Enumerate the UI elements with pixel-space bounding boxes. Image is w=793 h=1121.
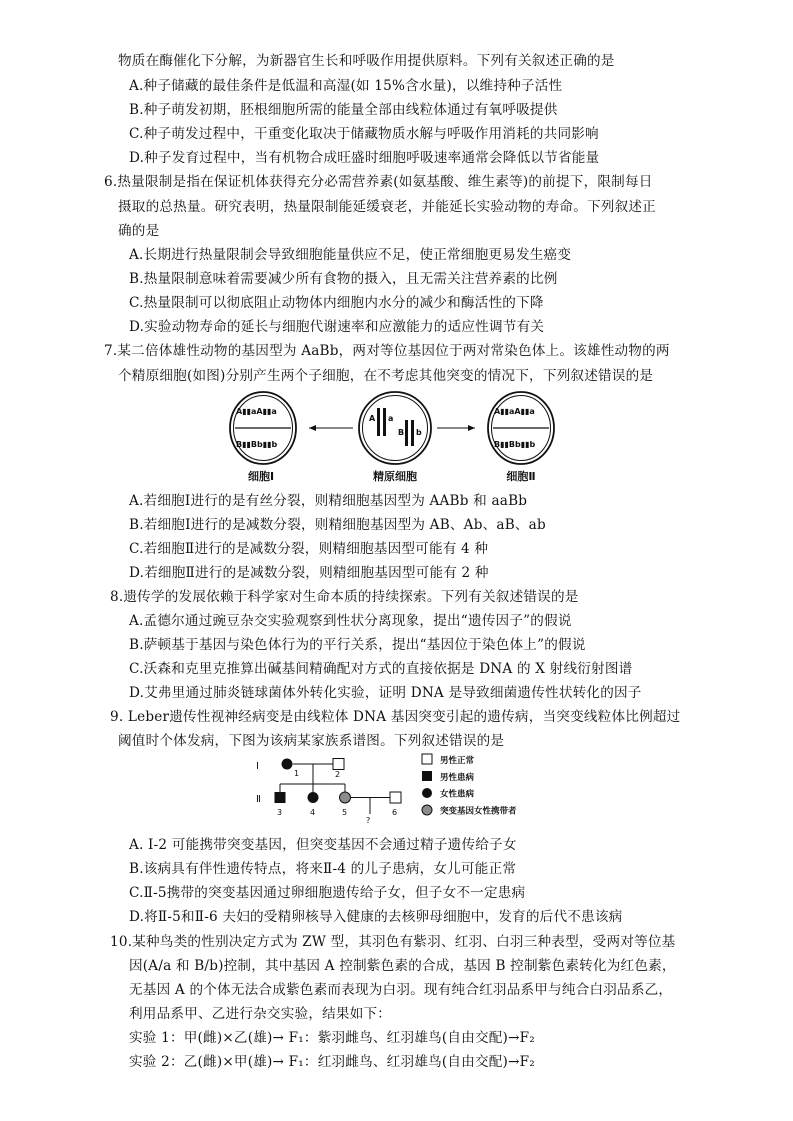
individual-II-4: [308, 792, 319, 803]
q9-option-c: C.Ⅱ-5携带的突变基因通过卵细胞遗传给子女，但子女不一定患病: [129, 885, 526, 901]
individual-I-1: [282, 759, 293, 770]
legend-female-carrier: 突变基因女性携带者: [440, 806, 517, 817]
q7-option-b: B.若细胞Ⅰ进行的是减数分裂，则精细胞基因型为 AB、Ab、aB、ab: [129, 517, 546, 533]
spermatogonium-label: 精原细胞: [373, 470, 417, 483]
unknown-offspring-label: ?: [366, 816, 371, 824]
legend-male-normal: 男性正常: [440, 756, 475, 766]
q7-cell-figure: [225, 390, 565, 488]
q9-stem-line2: 阈值时个体发病，下图为该病某家族系谱图。下列叙述错误的是: [118, 733, 505, 749]
q10-stem-line4: 利用品系甲、乙进行杂交实验，结果如下：: [129, 1006, 392, 1022]
q6-option-a: A.长期进行热量限制会导致细胞能量供应不足，使正常细胞更易发生癌变: [129, 247, 572, 263]
q5-option-c: C.种子萌发过程中，干重变化取决于储藏物质水解与呼吸作用消耗的共同影响: [129, 126, 599, 142]
q6-option-d: D.实验动物寿命的延长与细胞代谢速率和应激能力的适应性调节有关: [129, 319, 545, 335]
label-II-6: 6: [392, 808, 398, 817]
cell2-label: 细胞Ⅱ: [506, 470, 536, 483]
q8-option-b: B.萨顿基于基因与染色体行为的平行关系，提出“基因位于染色体上”的假说: [129, 637, 586, 653]
legend-female-affected-icon: [422, 788, 432, 798]
q6-stem-line1: 6.热量限制是指在保证机体获得充分必需营养素(如氨基酸、维生素等)的前提下，限制每日: [104, 174, 653, 190]
q9-option-b: B.该病具有伴性遗传特点，将来Ⅱ-4 的儿子患病，女儿可能正常: [129, 861, 517, 877]
q5-option-b: B.种子萌发初期，胚根细胞所需的能量全部由线粒体通过有氧呼吸提供: [129, 102, 558, 118]
q7-option-a: A.若细胞Ⅰ进行的是有丝分裂，则精细胞基因型为 AABb 和 aaBb: [129, 493, 528, 509]
q9-option-d: D.将Ⅱ-5和Ⅱ-6 夫妇的受精卵核导入健康的去核卵母细胞中，发育的后代不患该病: [129, 909, 623, 925]
q10-experiment-1: 实验 1：甲(雌)×乙(雄)→ F₁：紫羽雌鸟、红羽雄鸟(自由交配)→F₂: [129, 1030, 535, 1046]
mid-gene-a: a: [388, 414, 394, 423]
q10-stem-line2: 因(A/a 和 B/b)控制，其中基因 A 控制紫色素的合成，基因 B 控制紫色素转化为红色素，: [129, 958, 676, 974]
individual-II-6: [390, 792, 401, 803]
q8-option-c: C.沃森和克里克推算出碱基间精确配对方式的直接依据是 DNA 的 X 射线衍射图谱: [129, 661, 633, 677]
legend-female-affected: 女性患病: [440, 789, 475, 800]
gen-2-label: Ⅱ: [256, 794, 261, 805]
q5-option-d: D.种子发育过程中，当有机物合成旺盛时细胞呼吸速率通常会降低以节省能量: [129, 150, 600, 166]
q8-option-a: A.孟德尔通过豌豆杂交实验观察到性状分离现象，提出“遗传因子”的假说: [129, 613, 572, 629]
q10-experiment-2: 实验 2：乙(雌)×甲(雄)→ F₁：红羽雌鸟、红羽雄鸟(自由交配)→F₂: [129, 1054, 535, 1070]
q7-option-d: D.若细胞Ⅱ进行的是减数分裂，则精细胞基因型可能有 2 种: [129, 565, 489, 581]
q10-stem-line3: 无基因 A 的个体无法合成紫色素而表现为白羽。现有纯合红羽品系甲与纯合白羽品系乙，: [129, 982, 673, 998]
cell1-bottom-genes: B▮▮Bb▮▮b: [236, 440, 278, 449]
cell1-label: 细胞Ⅰ: [247, 470, 275, 483]
legend-male-normal-icon: [422, 754, 432, 764]
label-II-5: 5: [342, 808, 348, 817]
legend-male-affected: 男性患病: [440, 773, 475, 783]
individual-II-5: [340, 792, 351, 803]
individual-II-3: [275, 792, 286, 803]
q9-stem-line1: 9. Leber遗传性视神经病变是由线粒体 DNA 基因突变引起的遗传病，当突变线粒体比例超过: [110, 709, 681, 725]
label-II-4: 4: [310, 808, 316, 817]
mid-gene-A: A: [369, 414, 376, 423]
q9-option-a: A. Ⅰ-2 可能携带突变基因，但突变基因不会通过精子遗传给子女: [129, 837, 517, 853]
q6-option-c: C.热量限制可以彻底阻止动物体内细胞内水分的减少和酶活性的下降: [129, 295, 544, 311]
label-II-3: 3: [277, 808, 283, 817]
q5-stem: 物质在酶催化下分解，为新器官生长和呼吸作用提供原料。下列有关叙述正确的是: [118, 53, 615, 69]
cell2-bottom-genes: B▮▮Bb▮▮b: [494, 440, 536, 449]
q7-stem-line2: 个精原细胞(如图)分别产生两个子细胞，在不考虑其他突变的情况下，下列叙述错误的是: [118, 368, 654, 384]
legend-female-carrier-icon: [422, 805, 432, 815]
q8-stem: 8.遗传学的发展依赖于科学家对生命本质的持续探索。下列有关叙述错误的是: [110, 589, 579, 605]
q5-option-a: A.种子储藏的最佳条件是低温和高湿(如 15%含水量)，以维持种子活性: [129, 78, 563, 94]
gen-1-label: Ⅰ: [256, 761, 259, 772]
q8-option-d: D.艾弗里通过肺炎链球菌体外转化实验，证明 DNA 是导致细菌遗传性状转化的因子: [129, 685, 642, 701]
cell1-top-genes: A▮▮aA▮▮a: [236, 407, 277, 416]
q10-stem-line1: 10.某种鸟类的性别决定方式为 ZW 型，其羽色有紫羽、红羽、白羽三种表型，受两对等位基: [110, 934, 676, 950]
mid-gene-B: B: [398, 428, 405, 437]
legend-male-affected-icon: [422, 771, 432, 781]
label-I-1: 1: [294, 769, 300, 778]
individual-I-2: [333, 759, 344, 770]
q9-pedigree-chart: [250, 752, 580, 824]
q7-option-c: C.若细胞Ⅱ进行的是减数分裂，则精细胞基因型可能有 4 种: [129, 541, 489, 557]
q7-stem-line1: 7.某二倍体雄性动物的基因型为 AaBb，两对等位基因位于两对常染色体上。该雄性动物的两: [104, 343, 670, 359]
q6-stem-line3: 确的是: [118, 223, 160, 239]
label-I-2: 2: [335, 770, 341, 779]
cell2-top-genes: A▮▮aA▮▮a: [494, 407, 535, 416]
mid-gene-b: b: [416, 428, 422, 437]
q6-option-b: B.热量限制意味着需要减少所有食物的摄入，且无需关注营养素的比例: [129, 271, 558, 287]
q6-stem-line2: 摄取的总热量。研究表明，热量限制能延缓衰老，并能延长实验动物的寿命。下列叙述正: [118, 199, 656, 215]
